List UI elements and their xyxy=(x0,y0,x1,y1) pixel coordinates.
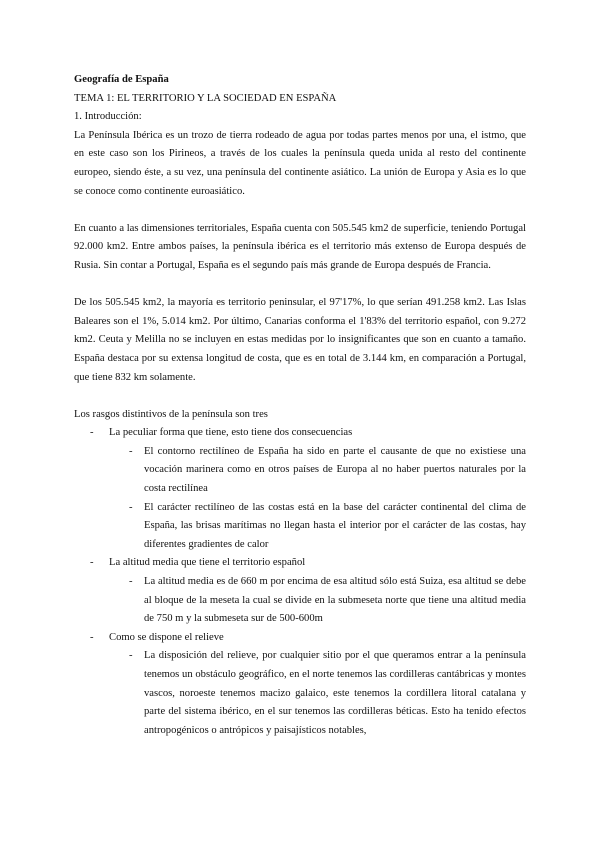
bullet-dash: - xyxy=(90,557,94,569)
sub-list xyxy=(109,573,526,629)
list-item xyxy=(74,554,526,628)
sub-list-item-text: El carácter rectilíneo de las costas está en la base del carácter continental del clima de España, las brisas marítimas no llegan hasta el interior por el carácter de las costas, hay diferentes gradientes de calor xyxy=(144,501,526,550)
sub-list-item xyxy=(109,499,526,555)
list-item-text: La altitud media que tiene el territorio español xyxy=(109,557,306,569)
paragraph-spacer xyxy=(74,276,526,295)
bullet-dash: - xyxy=(129,650,133,662)
bullet-dash: - xyxy=(129,445,133,457)
document-heading: Geografía de España xyxy=(74,74,169,85)
bullet-dash: - xyxy=(90,631,94,643)
sub-list-item xyxy=(109,573,526,629)
list-item-text: Como se dispone el relieve xyxy=(109,631,224,643)
sub-list xyxy=(109,647,526,740)
sub-list-item xyxy=(109,647,526,740)
paragraph-3: De los 505.545 km2, la mayoría es territorio peninsular, el 97'17%, lo que serían 491.258 km2. Las Islas Baleares son el 1%, 5.014 km2. Por último, Canarias conforma el 1'83% del territorio español, con 9.272 km2. Ceuta y Melilla no se incluyen en estas medidas por lo insignificantes que son en cuanto a tamaño. España destaca por su extensa longitud de costa, que es en total de 3.144 km, en comparación a Portugal, que tiene 832 km solamente. xyxy=(74,297,526,383)
sub-list-item-text: El contorno rectilíneo de España ha sido en parte el causante de que no existiese una vocación marinera como en otros países de Europa al no haber puertos naturales por la costa rectilínea xyxy=(144,445,526,495)
bullet-dash: - xyxy=(90,427,94,439)
list-item xyxy=(74,424,526,554)
features-list xyxy=(74,424,526,740)
section-heading: 1. Introducción: xyxy=(74,111,142,123)
sub-list-item xyxy=(109,443,526,499)
bullet-dash: - xyxy=(129,501,133,513)
bullet-dash: - xyxy=(129,576,133,588)
paragraph-1: La Península Ibérica es un trozo de tierra rodeado de agua por todas partes menos por una, el istmo, que en este caso son los Pirineos, a través de los cuales la península queda unida al resto del continente europeo, siendo éste, a su vez, una península del continente asiático. La unión de Europa y Asia es lo que se conoce como continente euroasiático. xyxy=(74,129,526,197)
list-intro: Los rasgos distintivos de la península son tres xyxy=(74,408,268,420)
paragraph-2: En cuanto a las dimensiones territoriales, España cuenta con 505.545 km2 de superficie, teniendo Portugal 92.000 km2. Entre ambos países, la península ibérica es el territorio más extenso de Europa después de Rusia. Sin contar a Portugal, España es el segundo país más grande de Europa después de Francia. xyxy=(74,222,526,271)
paragraph-spacer xyxy=(74,387,526,406)
topic-title: TEMA 1: EL TERRITORIO Y LA SOCIEDAD EN ESPAÑA xyxy=(74,92,337,104)
sub-list-item-text: La disposición del relieve, por cualquier sitio por el que queramos entrar a la península tenemos un obstáculo geográfico, en el norte tenemos las cordilleras cantábricas y montes vascos, noroeste tenemos macizo galaico, este tenemos la cordillera litoral catalana y parte del sistema ibérico, en el sur tenemos las cordilleras béticas. Esto ha tenido efectos antropogénicos o antrópicos y paisajísticos notables, xyxy=(144,650,526,736)
paragraph-spacer xyxy=(74,201,526,220)
sub-list-item-text: La altitud media es de 660 m por encima de esa altitud sólo está Suiza, esa altitud se debe al bloque de la meseta la cual se divide en la submeseta norte que tiene una altitud media de 750 m y la submeseta sur de 500-600m xyxy=(144,576,526,625)
list-item-text: La peculiar forma que tiene, esto tiene dos consecuencias xyxy=(109,427,353,439)
sub-list xyxy=(109,443,526,555)
list-item xyxy=(74,629,526,741)
